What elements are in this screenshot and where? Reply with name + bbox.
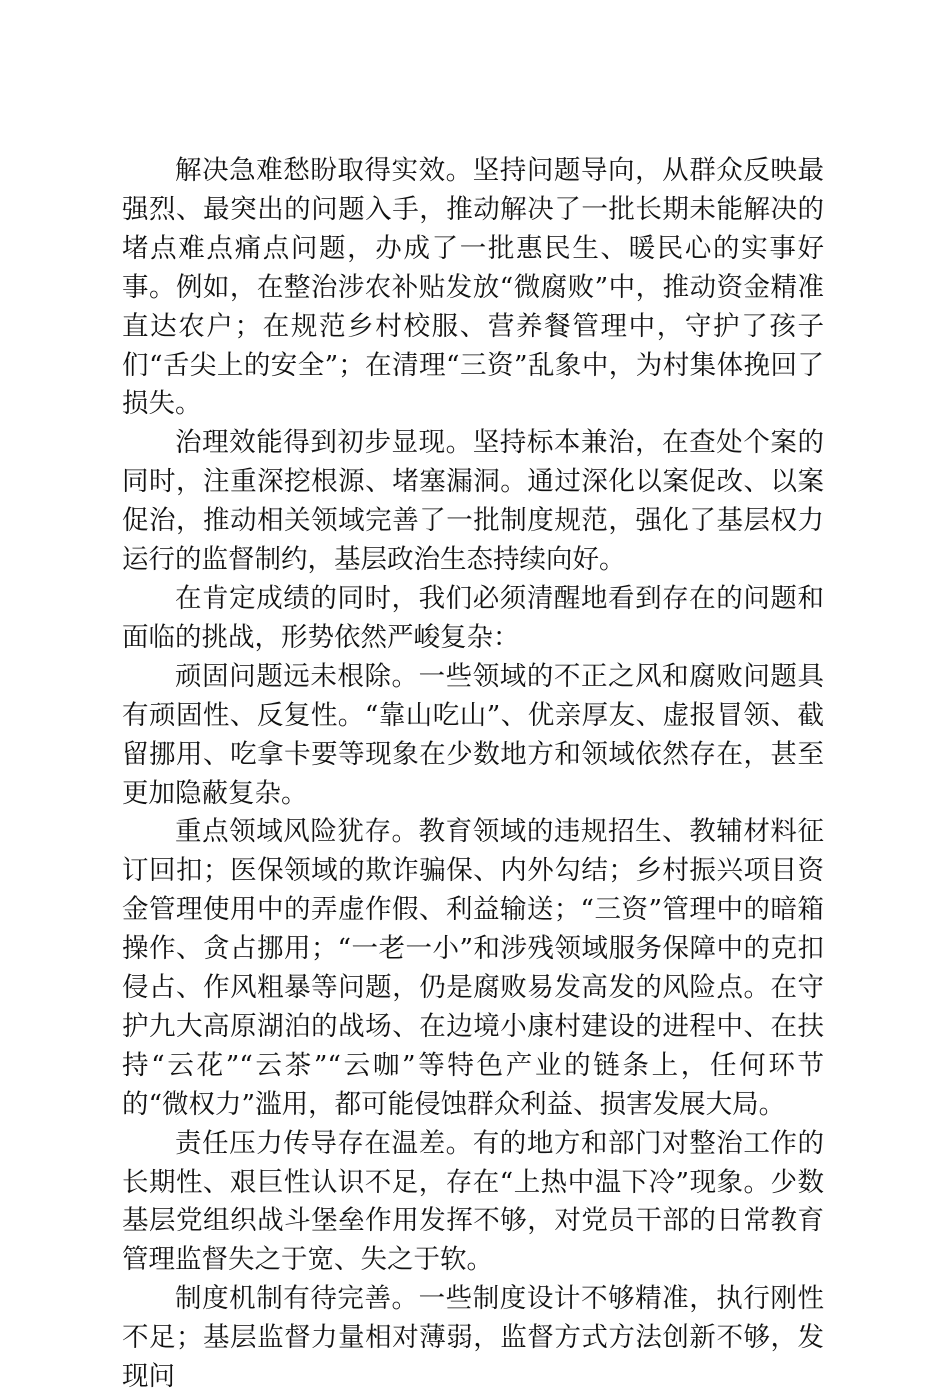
paragraph-stubborn-problems: 顽固问题远未根除。一些领域的不正之风和腐败问题具有顽固性、反复性。“靠山吃山”、优亲厚友、虚报冒领、截留挪用、吃拿卡要等现象在少数地方和领域依然存在，甚至更加隐蔽复杂。	[122, 660, 824, 809]
paragraph-achievements-livelihood: 解决急难愁盼取得实效。坚持问题导向，从群众反映最强烈、最突出的问题入手，推动解决了一批长期未能解决的堵点难点痛点问题，办成了一批惠民生、暖民心的实事好事。例如，在整治涉农补贴发放“微腐败”中，推动资金精准直达农户；在规范乡村校服、营养餐管理中，守护了孩子们“舌尖上的安全”；在清理“三资”乱象中，为村集体挽回了损失。	[122, 155, 824, 420]
document-body	[122, 152, 824, 1397]
paragraph-responsibility-gap: 责任压力传导存在温差。有的地方和部门对整治工作的长期性、艰巨性认识不足，存在“上热中温下冷”现象。少数基层党组织战斗堡垒作用发挥不够，对党员干部的日常教育管理监督失之于宽、失之于软。	[122, 1127, 824, 1276]
paragraph-institutional-mechanisms: 制度机制有待完善。一些制度设计不够精准，执行刚性不足；基层监督力量相对薄弱，监督方式方法创新不够，发现问	[122, 1283, 824, 1393]
paragraph-challenges-intro: 在肯定成绩的同时，我们必须清醒地看到存在的问题和面临的挑战，形势依然严峻复杂：	[122, 582, 824, 653]
paragraph-key-area-risks: 重点领域风险犹存。教育领域的违规招生、教辅材料征订回扣；医保领域的欺诈骗保、内外勾结；乡村振兴项目资金管理使用中的弄虚作假、利益输送；“三资”管理中的暗箱操作、贪占挪用；“一老一小”和涉残领域服务保障中的克扣侵占、作风粗暴等问题，仍是腐败易发高发的风险点。在守护九大高原湖泊的战场、在边境小康村建设的进程中、在扶持“云花”“云茶”“云咖”等特色产业的链条上，任何环节的“微权力”滥用，都可能侵蚀群众利益、损害发展大局。	[122, 816, 824, 1120]
paragraph-governance-efficiency: 治理效能得到初步显现。坚持标本兼治，在查处个案的同时，注重深挖根源、堵塞漏洞。通过深化以案促改、以案促治，推动相关领域完善了一批制度规范，强化了基层权力运行的监督制约，基层政治生态持续向好。	[122, 427, 824, 576]
